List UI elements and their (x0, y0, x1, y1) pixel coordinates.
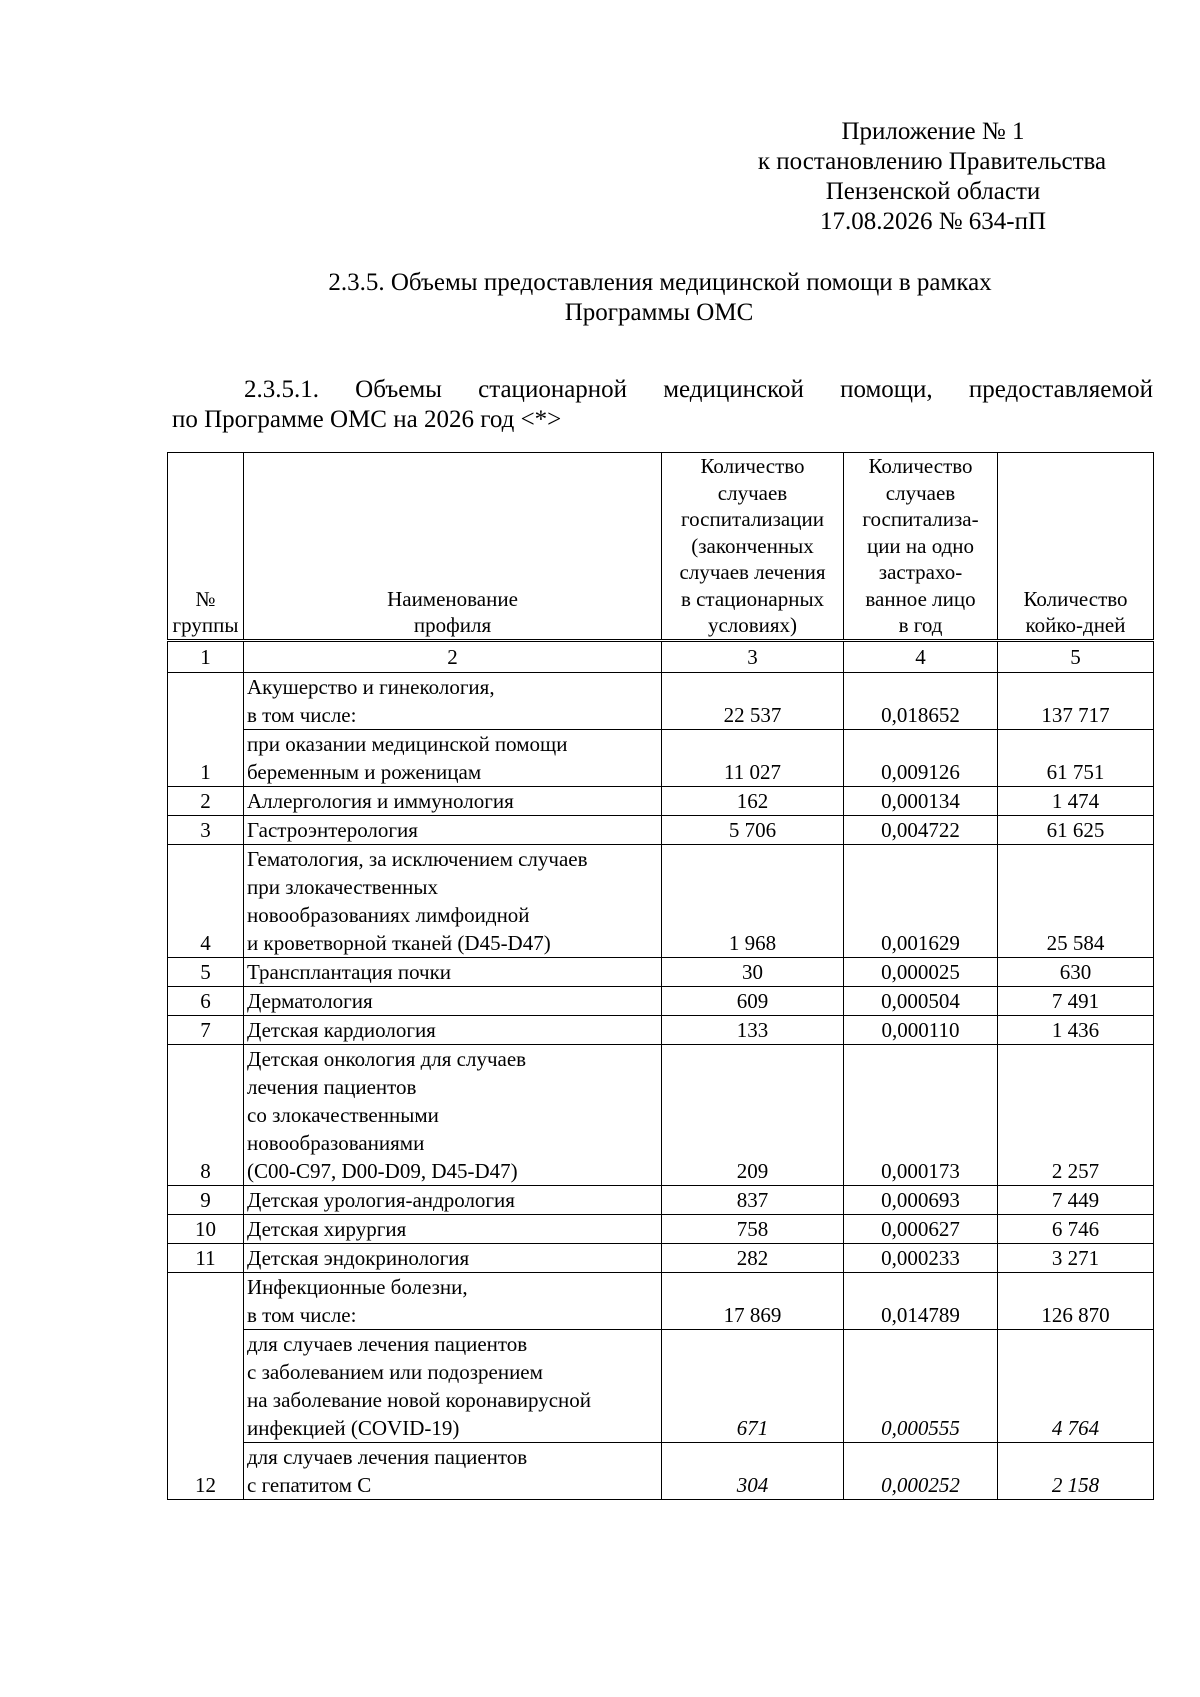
profile-name-line: в том числе: (247, 1302, 357, 1327)
per-insured-cell: 0,000693 (844, 1185, 998, 1214)
table-row (168, 844, 1154, 957)
group-number-cell: 11 (168, 1243, 244, 1272)
group-number-cell: 3 (168, 815, 244, 844)
group-number-cell: 7 (168, 1015, 244, 1044)
bed-days-cell: 2 257 (998, 1044, 1154, 1185)
table-row (168, 1243, 1154, 1272)
profile-name-line: и кроветворной тканей (D45-D47) (247, 930, 551, 955)
per-insured-cell: 0,001629 (844, 844, 998, 957)
appendix-number: Приложение № 1 (841, 118, 1025, 145)
table-row (168, 1214, 1154, 1243)
table-row (168, 1329, 1154, 1442)
per-insured-cell: 0,000233 (844, 1243, 998, 1272)
group-number-cell: 6 (168, 986, 244, 1015)
cases-cell: 22 537 (662, 672, 844, 729)
profile-name-line: (C00-C97, D00-D09, D45-D47) (247, 1158, 518, 1183)
cases-cell: 162 (662, 786, 844, 815)
profile-name-line: для случаев лечения пациентов (247, 1444, 528, 1469)
bed-days-cell: 61 625 (998, 815, 1154, 844)
cases-cell: 837 (662, 1185, 844, 1214)
profile-name-line: Детская хирургия (247, 1216, 407, 1241)
group-number-cell: 9 (168, 1185, 244, 1214)
header-profile-name: Наименование профиля (244, 453, 662, 641)
profile-name-line: в том числе: (247, 702, 357, 727)
profile-name-cell (244, 815, 662, 844)
profile-name-line: инфекцией (COVID-19) (247, 1415, 460, 1440)
table-header-row (168, 453, 1154, 641)
group-number-cell: 12 (168, 1272, 244, 1499)
table-row (168, 986, 1154, 1015)
cases-cell: 304 (662, 1442, 844, 1499)
per-insured-cell: 0,000627 (844, 1214, 998, 1243)
appendix-decree-line: к постановлению Правительства (757, 148, 1107, 175)
per-insured-cell: 0,004722 (844, 815, 998, 844)
inpatient-volume-table (167, 452, 1154, 1500)
group-number-cell: 2 (168, 786, 244, 815)
bed-days-cell: 1 474 (998, 786, 1154, 815)
cases-cell: 11 027 (662, 729, 844, 786)
per-insured-cell: 0,000110 (844, 1015, 998, 1044)
table-row (168, 786, 1154, 815)
group-number-cell: 10 (168, 1214, 244, 1243)
table-row (168, 957, 1154, 986)
per-insured-cell: 0,000252 (844, 1442, 998, 1499)
table-row (168, 1272, 1154, 1329)
profile-name-line: на заболевание новой коронавирусной (247, 1387, 592, 1412)
profile-name-cell (244, 672, 662, 729)
table-row (168, 672, 1154, 729)
cases-cell: 758 (662, 1214, 844, 1243)
profile-name-line: новообразованиях лимфоидной (247, 902, 530, 927)
profile-name-line: лечения пациентов (247, 1074, 417, 1099)
group-number-cell: 4 (168, 844, 244, 957)
profile-name-line: Аллергология и иммунология (247, 788, 514, 813)
cases-cell: 609 (662, 986, 844, 1015)
header-group-number: № группы (168, 453, 244, 641)
bed-days-cell: 3 271 (998, 1243, 1154, 1272)
profile-name-line: Детская урология-андрология (247, 1187, 515, 1212)
per-insured-cell: 0,009126 (844, 729, 998, 786)
column-number-row (168, 640, 1154, 672)
profile-name-cell (244, 786, 662, 815)
group-number-cell: 5 (168, 957, 244, 986)
header-bed-days: Количество койко-дней (998, 453, 1154, 641)
column-number: 4 (844, 640, 998, 672)
profile-name-line: с гепатитом С (247, 1472, 372, 1497)
header-hospitalization-cases: Количество случаев госпитализации (законченных случаев лечения в стационарных условиях) (662, 453, 844, 641)
profile-name-cell (244, 986, 662, 1015)
profile-name-cell (244, 1185, 662, 1214)
header-cases-per-insured: Количество случаев госпитализа- ции на одно застрахо- ванное лицо в год (844, 453, 998, 641)
table-row (168, 815, 1154, 844)
profile-name-line: Трансплантация почки (247, 959, 452, 984)
profile-name-line: Гастроэнтерология (247, 817, 418, 842)
per-insured-cell: 0,018652 (844, 672, 998, 729)
profile-name-line: при злокачественных (247, 874, 438, 899)
cases-cell: 30 (662, 957, 844, 986)
bed-days-cell: 25 584 (998, 844, 1154, 957)
profile-name-line: беременным и роженицам (247, 759, 482, 784)
subsection-title-line1: 2.3.5.1. Объемы стационарной медицинской помощи, предоставляемой (244, 376, 1153, 403)
appendix-date-number: 17.08.2026 № 634-пП (819, 208, 1047, 235)
profile-name-line: Детская онкология для случаев (247, 1046, 527, 1071)
bed-days-cell: 4 764 (998, 1329, 1154, 1442)
profile-name-cell (244, 1272, 662, 1329)
table-row (168, 1015, 1154, 1044)
subsection-title-line2: по Программе ОМС на 2026 год <*> (172, 406, 562, 433)
profile-name-cell (244, 844, 662, 957)
table-row (168, 1185, 1154, 1214)
cases-cell: 209 (662, 1044, 844, 1185)
cases-cell: 17 869 (662, 1272, 844, 1329)
section-title-line1: 2.3.5. Объемы предоставления медицинской помощи в рамках (328, 269, 992, 296)
table-row (168, 729, 1154, 786)
profile-name-cell (244, 1442, 662, 1499)
profile-name-line: со злокачественными (247, 1102, 439, 1127)
profile-name-cell (244, 1329, 662, 1442)
bed-days-cell: 7 449 (998, 1185, 1154, 1214)
per-insured-cell: 0,014789 (844, 1272, 998, 1329)
profile-name-cell (244, 1015, 662, 1044)
profile-name-line: для случаев лечения пациентов (247, 1331, 528, 1356)
bed-days-cell: 126 870 (998, 1272, 1154, 1329)
per-insured-cell: 0,000025 (844, 957, 998, 986)
cases-cell: 1 968 (662, 844, 844, 957)
profile-name-cell (244, 957, 662, 986)
table-row (168, 1044, 1154, 1185)
column-number: 2 (244, 640, 662, 672)
profile-name-line: Детская эндокринология (247, 1245, 470, 1270)
bed-days-cell: 630 (998, 957, 1154, 986)
profile-name-cell (244, 1214, 662, 1243)
appendix-region-line: Пензенской области (825, 178, 1041, 205)
profile-name-line: Инфекционные болезни, (247, 1274, 468, 1299)
profile-name-line: при оказании медицинской помощи (247, 731, 568, 756)
profile-name-line: Гематология, за исключением случаев (247, 846, 588, 871)
profile-name-cell (244, 1044, 662, 1185)
column-number: 1 (168, 640, 244, 672)
per-insured-cell: 0,000134 (844, 786, 998, 815)
cases-cell: 282 (662, 1243, 844, 1272)
per-insured-cell: 0,000173 (844, 1044, 998, 1185)
cases-cell: 133 (662, 1015, 844, 1044)
column-number: 5 (998, 640, 1154, 672)
bed-days-cell: 61 751 (998, 729, 1154, 786)
profile-name-line: Дерматология (247, 988, 373, 1013)
profile-name-cell (244, 729, 662, 786)
section-title-line2: Программы ОМС (564, 299, 754, 326)
cases-cell: 671 (662, 1329, 844, 1442)
group-number-cell: 1 (168, 672, 244, 786)
bed-days-cell: 2 158 (998, 1442, 1154, 1499)
profile-name-line: Акушерство и гинекология, (247, 674, 495, 699)
cases-cell: 5 706 (662, 815, 844, 844)
bed-days-cell: 7 491 (998, 986, 1154, 1015)
bed-days-cell: 6 746 (998, 1214, 1154, 1243)
table-row (168, 1442, 1154, 1499)
profile-name-line: новообразованиями (247, 1130, 425, 1155)
profile-name-cell (244, 1243, 662, 1272)
per-insured-cell: 0,000504 (844, 986, 998, 1015)
column-number: 3 (662, 640, 844, 672)
profile-name-line: Детская кардиология (247, 1017, 436, 1042)
profile-name-line: с заболеванием или подозрением (247, 1359, 543, 1384)
bed-days-cell: 1 436 (998, 1015, 1154, 1044)
per-insured-cell: 0,000555 (844, 1329, 998, 1442)
bed-days-cell: 137 717 (998, 672, 1154, 729)
group-number-cell: 8 (168, 1044, 244, 1185)
